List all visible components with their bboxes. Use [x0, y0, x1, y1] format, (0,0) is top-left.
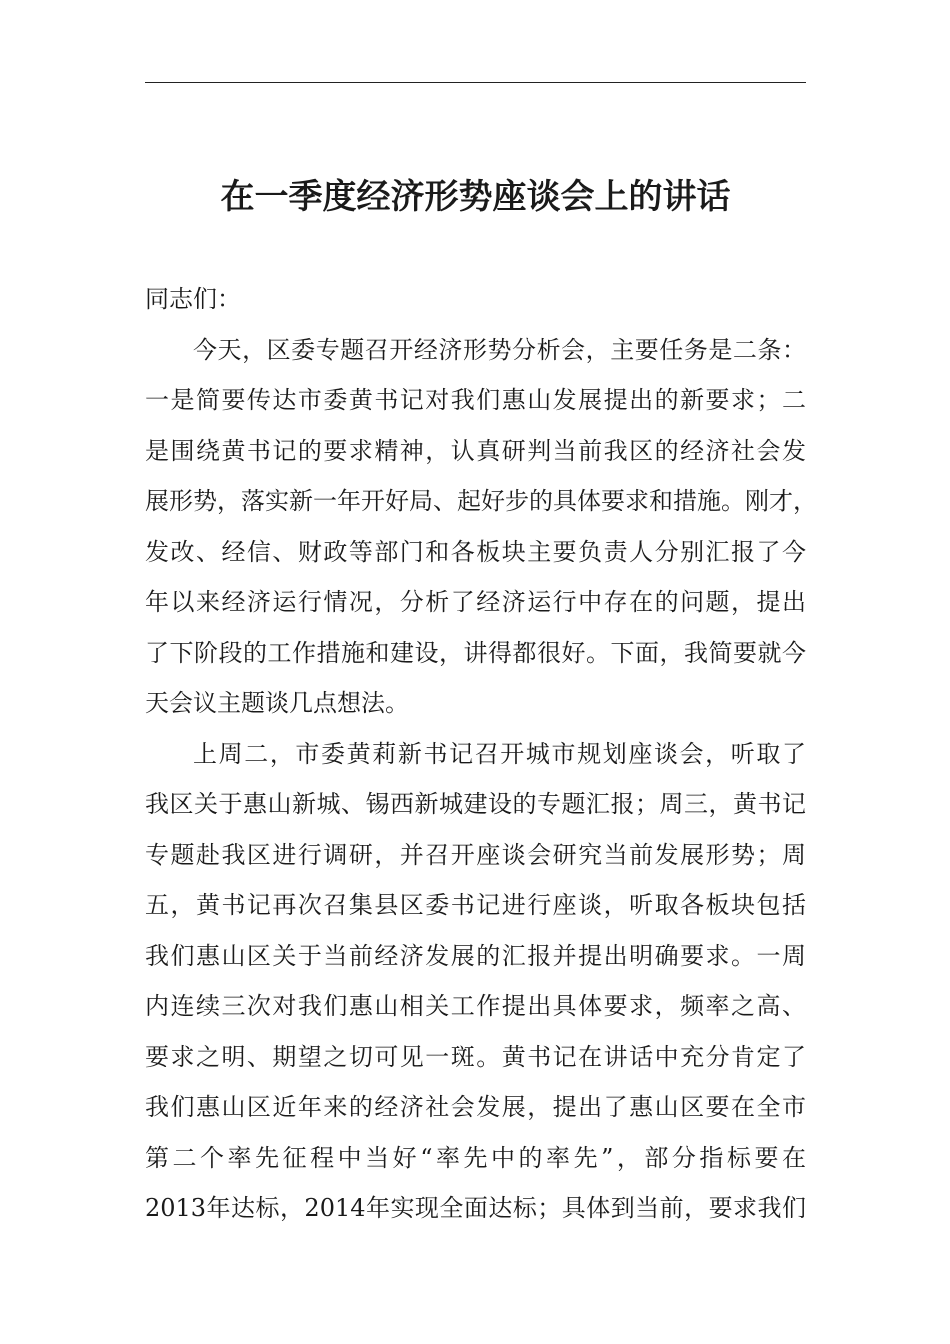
text-line: 上周二，市委黄莉新书记召开城市规划座谈会，听取了: [193, 739, 806, 768]
text-line: 是围绕黄书记的要求精神，认真研判当前我区的经济社会发: [145, 436, 806, 465]
document-body: [145, 274, 817, 1234]
document-title: 在一季度经济形势座谈会上的讲话: [220, 177, 731, 217]
text-line: 我们惠山区关于当前经济发展的汇报并提出明确要求。一周: [145, 941, 806, 970]
text-line: 2013年达标，2014年实现全面达标；具体到当前，要求我们: [145, 1194, 806, 1222]
text-line: 我们惠山区近年来的经济社会发展，提出了惠山区要在全市: [145, 1093, 806, 1121]
text-line: 要求之明、期望之切可见一斑。黄书记在讲话中充分肯定了: [145, 1042, 806, 1071]
text-line: 专题赴我区进行调研，并召开座谈会研究当前发展形势；周: [145, 840, 806, 869]
text-line: 年以来经济运行情况，分析了经济运行中存在的问题，提出: [145, 588, 806, 616]
text-line: 发改、经信、财政等部门和各板块主要负责人分别汇报了今: [145, 537, 806, 566]
text-line: 今天，区委专题召开经济形势分析会，主要任务是二条：: [193, 335, 806, 364]
text-line: 展形势，落实新一年开好局、起好步的具体要求和措施。刚才，: [145, 487, 817, 515]
header-rule: [145, 82, 806, 83]
text-line: 我区关于惠山新城、锡西新城建设的专题汇报；周三，黄书记: [145, 790, 806, 818]
paragraph-2: [145, 729, 806, 1234]
paragraph-1: [145, 325, 817, 729]
text-line: 了下阶段的工作措施和建设，讲得都很好。下面，我简要就今: [145, 638, 806, 667]
text-line: 内连续三次对我们惠山相关工作提出具体要求，频率之高、: [145, 992, 806, 1020]
text-line: 一是简要传达市委黄书记对我们惠山发展提出的新要求；二: [145, 386, 806, 414]
text-line: 天会议主题谈几点想法。: [145, 689, 409, 717]
text-line: 第二个率先征程中当好“率先中的率先”，部分指标要在: [145, 1143, 806, 1172]
salutation: 同志们：: [145, 285, 241, 313]
text-line: 五，黄书记再次召集县区委书记进行座谈，听取各板块包括: [145, 891, 806, 919]
